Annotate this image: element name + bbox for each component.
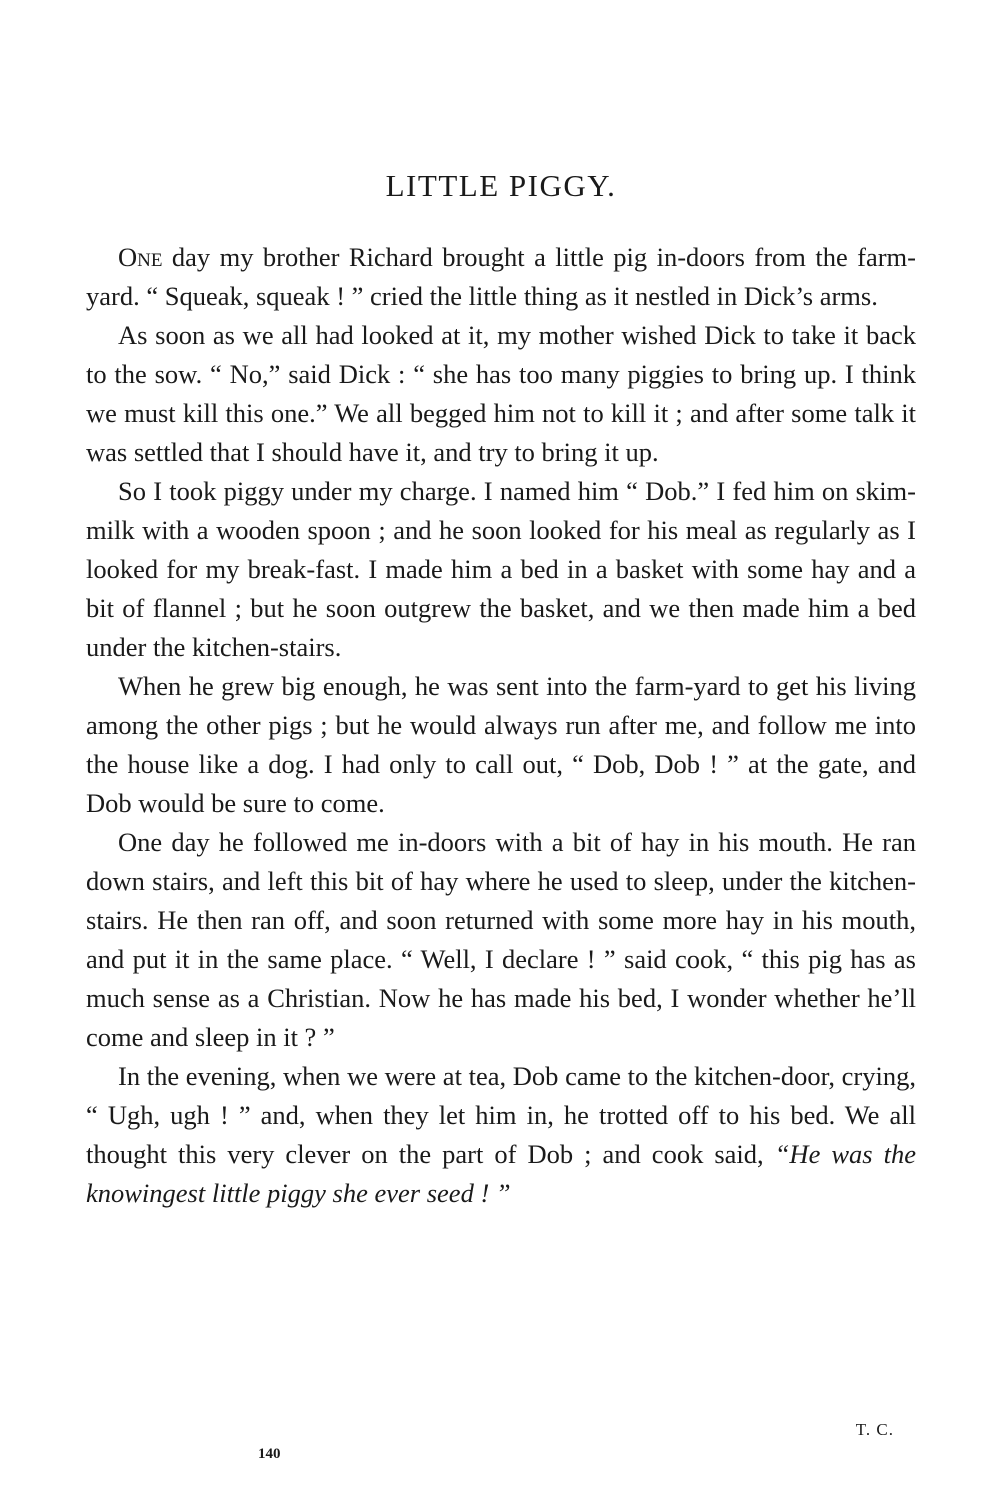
paragraph-6 bbox=[86, 1057, 916, 1213]
paragraph-5: One day he followed me in-doors with a bit of hay in his mouth. He ran down stairs, and left this bit of hay where he used to sleep, under the kitchen-stairs. He then ran off, and soon returned with some more hay in his mouth, and put it in the same place. “ Well, I declare ! ” said cook, “ this pig has as much sense as a Christian. Now he has made his bed, I wonder whether he’ll come and sleep in it ? ” bbox=[86, 827, 916, 1052]
paragraph-1-text: day my brother Richard brought a little pig in-doors from the farm-yard. “ Squeak, squeak ! ” cried the little thing as it nestled in Dick’s arms. bbox=[86, 242, 916, 311]
paragraph-4: When he grew big enough, he was sent into the farm-yard to get his living among the other pigs ; but he would always run after me, and follow me into the house like a dog. I had only to call out, “ Dob, Dob ! ” at the gate, and Dob would be sure to come. bbox=[86, 671, 916, 818]
author-initials: T. C. bbox=[855, 1420, 894, 1439]
book-page bbox=[86, 0, 916, 1492]
paragraph-2: As soon as we all had looked at it, my mother wished Dick to take it back to the sow. “ No,” said Dick : “ she has too many piggies to bring up. I think we must kill this one.” We all begged him not to kill it ; and after some talk it was settled that I should have it, and try to bring it up. bbox=[86, 320, 916, 467]
paragraph-1 bbox=[86, 238, 916, 316]
story-body bbox=[86, 238, 916, 1213]
story-title: LITTLE PIGGY. bbox=[385, 168, 617, 203]
paragraph-3: So I took piggy under my charge. I named him “ Dob.” I fed him on skim-milk with a wooden spoon ; and he soon looked for his meal as regularly as I looked for my break-fast. I made him a bed in a basket with some hay and a bit of flannel ; but he soon outgrew the basket, and we then made him a bed under the kitchen-stairs. bbox=[86, 476, 916, 662]
paragraph-lead-word: One bbox=[118, 242, 163, 272]
page-number: 140 bbox=[258, 1446, 281, 1462]
paragraph-6-quote: “He was the knowingest little piggy she ever seed ! ” bbox=[86, 1139, 916, 1208]
paragraph-6-text: In the evening, when we were at tea, Dob came to the kitchen-door, crying, “ Ugh, ugh ! ” and, when they let him in, he trotted off to his bed. We all thought this very clever on the part of Dob ; and cook said, bbox=[86, 1061, 916, 1169]
